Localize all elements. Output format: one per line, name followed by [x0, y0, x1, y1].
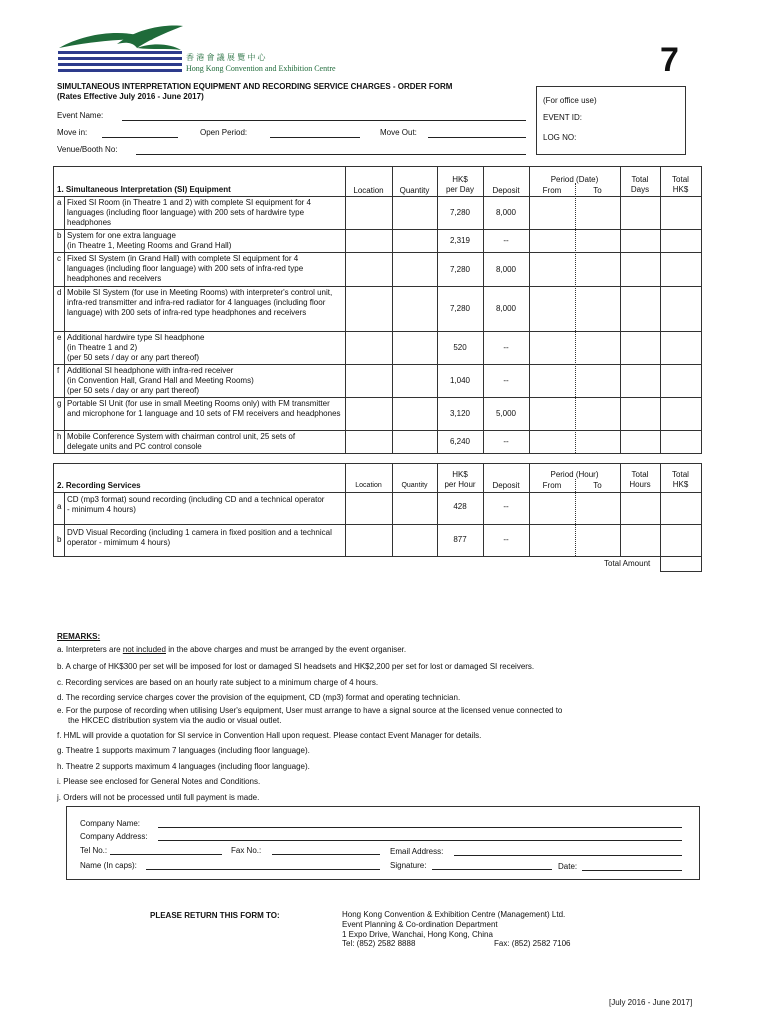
rec-row-a-letter: a	[57, 502, 62, 511]
move-out-label: Move Out:	[380, 128, 417, 137]
email-field[interactable]	[454, 855, 682, 856]
move-in-field[interactable]	[102, 137, 178, 138]
signature-label: Signature:	[390, 861, 427, 870]
row-c-description: Fixed SI System (in Grand Hall) with complete SI equipment for 4 languages (including floor language) with 200 sets of infra-red type headphones and receivers	[67, 254, 304, 283]
section2-col-to: To	[593, 481, 602, 490]
total-amount-field[interactable]	[661, 557, 701, 571]
return-fax: Fax: (852) 2582 7106	[494, 939, 571, 948]
fax-label: Fax No.:	[231, 846, 262, 855]
rec-row-b-price: 877	[453, 535, 467, 544]
return-line2: Event Planning & Co-ordination Department	[342, 920, 498, 929]
section2-col-price-line1: HK$	[452, 470, 468, 479]
company-address-label: Company Address:	[80, 832, 148, 841]
section2-col-from: From	[542, 481, 562, 490]
section1-col-to: To	[593, 186, 602, 195]
name-caps-field[interactable]	[146, 869, 380, 870]
section2-col-price-line2: per Hour	[444, 480, 476, 489]
row-c-deposit: 8,000	[495, 265, 517, 274]
company-address-field[interactable]	[158, 840, 682, 841]
rec-row-a-price: 428	[453, 502, 467, 511]
remark-e-line1: e. For the purpose of recording when utilising User's equipment, User must arrange to have a signal source at the licensed venue connected to	[57, 706, 563, 715]
rec-row-a-deposit: --	[503, 502, 509, 511]
remark-g: g. Theatre 1 supports maximum 7 languages (including floor language).	[57, 746, 310, 755]
section1-col-total-days-line1: Total	[631, 175, 649, 184]
section2-col-period: Period (Hour)	[550, 470, 599, 479]
name-caps-label: Name (In caps):	[80, 861, 137, 870]
remark-i: i. Please see enclosed for General Notes and Conditions.	[57, 777, 261, 786]
email-label: Email Address:	[390, 847, 444, 856]
row-g-letter: g	[57, 399, 62, 408]
row-g-price: 3,120	[449, 409, 471, 418]
open-period-label: Open Period:	[200, 128, 248, 137]
section1-col-price-line2: per Day	[445, 185, 474, 194]
row-d-letter: d	[57, 288, 62, 297]
row-e-letter: e	[57, 333, 62, 342]
remark-a-pre: a. Interpreters are	[57, 645, 123, 654]
signature-field[interactable]	[432, 869, 552, 870]
move-in-label: Move in:	[57, 128, 88, 137]
row-e-price: 520	[453, 343, 467, 352]
venue-booth-field[interactable]	[136, 154, 526, 155]
remarks-heading-text: REMARKS	[57, 632, 98, 641]
section1-col-total-hk-line1: Total	[672, 175, 689, 184]
logo-chinese-name: 香 港 會 議 展 覽 中 心	[186, 53, 266, 62]
tel-label: Tel No.:	[80, 846, 108, 855]
venue-booth-label: Venue/Booth No:	[57, 145, 118, 154]
open-period-field[interactable]	[270, 137, 360, 138]
row-e-deposit: --	[503, 343, 509, 352]
event-name-label: Event Name:	[57, 111, 104, 120]
section1-col-from: From	[542, 186, 562, 195]
row-h-price: 6,240	[449, 437, 471, 446]
section2-col-quantity: Quantity	[401, 482, 428, 489]
date-label: Date:	[558, 862, 578, 871]
section1-col-period: Period (Date)	[550, 175, 599, 184]
company-name-field[interactable]	[158, 827, 682, 828]
company-name-label: Company Name:	[80, 819, 141, 828]
page-subtitle: (Rates Effective July 2016 - June 2017)	[57, 92, 204, 101]
fax-field[interactable]	[272, 854, 380, 855]
section1-col-total-hk-line2: HK$	[672, 185, 689, 194]
section1-col-total-hk	[660, 175, 701, 195]
row-f-description: Additional SI headphone with infra-red receiver (in Convention Hall, Grand Hall and Meeting Rooms) (per 50 sets / day or any part thereof)	[67, 366, 254, 395]
section2-col-total-hours-line1: Total	[631, 470, 649, 479]
section1-col-total-days	[620, 175, 660, 195]
tel-field[interactable]	[110, 854, 222, 855]
remark-f: f. HML will provide a quotation for SI service in Convention Hall upon request. Please contact Event Manager for details.	[57, 731, 482, 740]
remark-j: j. Orders will not be processed until full payment is made.	[57, 793, 260, 802]
remark-a-post: in the above charges and must be arranged by the event organiser.	[165, 645, 407, 654]
section2-col-total-hours-line2: Hours	[629, 480, 651, 489]
total-amount-label: Total Amount	[604, 559, 651, 568]
page-title: SIMULTANEOUS INTERPRETATION EQUIPMENT AND RECORDING SERVICE CHARGES - ORDER FORM	[57, 82, 453, 91]
section1-col-price	[437, 175, 483, 195]
rec-row-b-description: DVD Visual Recording (including 1 camera in fixed position and a technical operator - mimimum 4 hours)	[67, 528, 332, 547]
section1-title: 1. Simultaneous Interpretation (SI) Equipment	[57, 185, 231, 194]
section1-col-price-line1: HK$	[452, 175, 468, 184]
remark-c: c. Recording services are based on an hourly rate subject to a minimum charge of 4 hours.	[57, 678, 379, 687]
log-no-label: LOG NO:	[543, 133, 577, 142]
row-b-description: System for one extra language (in Theatre 1, Meeting Rooms and Grand Hall)	[67, 231, 232, 250]
logo-english-name: Hong Kong Convention and Exhibition Centre	[186, 64, 336, 73]
row-h-description: Mobile Conference System with chairman control unit, 25 sets of delegate units and PC control console	[67, 432, 296, 451]
office-use-box	[536, 86, 686, 155]
section2-col-total-hk-line1: Total	[672, 470, 689, 479]
section1-col-quantity: Quantity	[399, 186, 430, 195]
row-b-letter: b	[57, 231, 62, 240]
section2-col-price	[437, 470, 483, 490]
section2-col-deposit: Deposit	[492, 481, 520, 490]
row-a-letter: a	[57, 198, 62, 207]
footer-version: [July 2016 - June 2017]	[609, 998, 693, 1007]
row-a-deposit: 8,000	[495, 208, 517, 217]
section1-col-location: Location	[353, 186, 384, 195]
remark-b: b. A charge of HK$300 per set will be imposed for lost or damaged SI headsets and HK$2,200 per set for lost or damaged SI receivers.	[57, 662, 535, 671]
row-h-deposit: --	[503, 437, 509, 446]
row-f-deposit: --	[503, 376, 509, 385]
logo-bars	[58, 51, 182, 79]
section1-col-deposit: Deposit	[492, 186, 520, 195]
row-b-deposit: --	[503, 236, 509, 245]
remark-a-underlined: not included	[122, 645, 166, 654]
row-g-deposit: 5,000	[495, 409, 517, 418]
event-name-field[interactable]	[122, 120, 526, 121]
return-tel: Tel: (852) 2582 8888	[342, 939, 416, 948]
form-number: 7	[660, 41, 679, 79]
remark-e-line2: the HKCEC distribution system via the audio or visual outlet.	[68, 716, 282, 725]
rec-row-b-letter: b	[57, 535, 62, 544]
row-h-letter: h	[57, 432, 62, 441]
section1-col-total-days-line2: Days	[630, 185, 650, 194]
section2-col-total-hk	[660, 470, 701, 490]
return-label: PLEASE RETURN THIS FORM TO:	[150, 911, 280, 920]
row-f-letter: f	[57, 366, 60, 375]
section2-col-location: Location	[355, 482, 382, 489]
rec-row-b-deposit: --	[503, 535, 509, 544]
row-a-price: 7,280	[449, 208, 471, 217]
rec-row-a-description: CD (mp3 format) sound recording (including CD and a technical operator - minimum 4 hours)	[67, 495, 325, 514]
row-f-price: 1,040	[449, 376, 471, 385]
move-out-field[interactable]	[428, 137, 526, 138]
row-c-price: 7,280	[449, 265, 471, 274]
row-d-description: Mobile SI System (for use in Meeting Rooms) with interpreter's control unit, infra-red transmitter and infra-red radiator for 4 languages (including floor language) with 200 sets of infra-red type headphones and receivers	[67, 288, 333, 317]
row-c-letter: c	[57, 254, 61, 263]
row-g-description: Portable SI Unit (for use in small Meeting Rooms only) with FM transmitter and microphone for 1 language and 10 sets of FM receivers and headphones	[67, 399, 341, 418]
remarks-heading: REMARKS:	[57, 632, 101, 641]
office-use-heading: (For office use)	[543, 96, 597, 105]
row-a-description: Fixed SI Room (in Theatre 1 and 2) with complete SI equipment for 4 languages (including floor language) with 200 sets of hardwire type headphones	[67, 198, 311, 227]
section2-col-total-hk-line2: HK$	[672, 480, 689, 489]
row-e-description: Additional hardwire type SI headphone (in Theatre 1 and 2) (per 50 sets / day or any part thereof)	[67, 333, 205, 362]
row-b-price: 2,319	[449, 236, 471, 245]
remark-h: h. Theatre 2 supports maximum 4 languages (including floor language).	[57, 762, 310, 771]
remark-a	[57, 645, 406, 655]
return-line3: 1 Expo Drive, Wanchai, Hong Kong, China	[342, 930, 493, 939]
row-d-price: 7,280	[449, 304, 471, 313]
section2-col-total-hours	[620, 470, 660, 490]
event-id-label: EVENT ID:	[543, 113, 582, 122]
remark-d: d. The recording service charges cover the provision of the equipment, CD (mp3) format and operating technician.	[57, 693, 461, 702]
date-field[interactable]	[582, 870, 682, 871]
section2-title: 2. Recording Services	[57, 481, 141, 490]
row-d-deposit: 8,000	[495, 304, 517, 313]
return-line1: Hong Kong Convention & Exhibition Centre (Management) Ltd.	[342, 910, 566, 919]
